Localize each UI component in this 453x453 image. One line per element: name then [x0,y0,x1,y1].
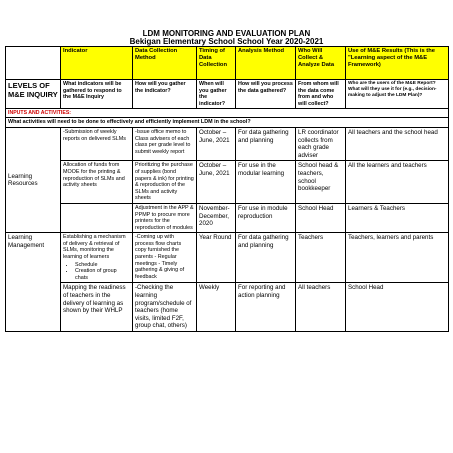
activities-row [6,118,449,128]
header-who-collect: Who Will Collect & Analyze Data [296,47,346,80]
cell-who: School head & teachers, school bookkeeper [296,161,346,204]
levels-of-inquiry: LEVELS OF M&E INQUIRY [6,80,61,109]
inputs-label: INPUTS AND ACTIVITIES: [6,109,449,118]
cell-who: All teachers [296,283,346,332]
question-indicator: What indicators will be gathered to respond to the M&E Inquiry [61,80,133,109]
header-use-results: Use of M&E Results (This is the "Learning aspect of the M&E Framework) [346,47,449,80]
cell-indicator: Allocation of funds from MOOE for the printing & reproduction of SLMs and activity sheets [61,161,133,204]
title-block [5,30,448,46]
cell-analysis: For data gathering and planning [236,127,296,160]
group-learning-resources [6,127,61,232]
header-timing: Timing of Data Collection [197,47,236,80]
cell-analysis: For use in module reproduction [236,203,296,232]
table-row [6,203,449,232]
cell-method: -Coming up with process flow charts copy furnished the parents - Regular meetings - Timely gathering & giving of feedback [133,233,197,283]
cell-indicator: Mapping the readiness of teachers in the delivery of learning as shown by their WHLP [61,283,133,332]
cell-who: School Head [296,203,346,232]
question-analysis: How will you process the data gathered? [236,80,296,109]
cell-use: All the learners and teachers [346,161,449,204]
cell-timing: November-December, 2020 [197,203,236,232]
question-who: From whom will the data come from and who will collect? [296,80,346,109]
cell-timing: October – June, 2021 [197,127,236,160]
table-row [6,233,449,283]
cell-timing: October – June, 2021 [197,161,236,204]
cell-method: Prioritizing the purchase of supplies (bond papers & ink) for printing & reproduction of the SLMs and activity sheets [133,161,197,204]
cell-method: -Issue office memo to Class advisers of each class per grade level to submit weekly report [133,127,197,160]
me-plan-table [5,46,449,332]
cell-timing: Weekly [197,283,236,332]
group-learning-management [6,233,61,332]
cell-use: School Head [346,283,449,332]
question-method: How will you gather the indicator? [133,80,197,109]
cell-analysis: For data gathering and planning [236,233,296,283]
header-empty-cell [6,47,61,80]
question-row [6,80,449,109]
table-row [6,283,449,332]
indicator-bullets [75,262,130,282]
inputs-row [6,109,449,118]
activities-question: What activities will need to be done to effectively and efficiently implement LDM in the school? [6,118,449,128]
cell-use: All teachers and the school head [346,127,449,160]
table-row [6,127,449,160]
group-label: Learning Resources [8,172,38,188]
cell-indicator: -Submission of weekly reports on delivered SLMs [61,127,133,160]
question-timing: When will you gather the indicator? [197,80,236,109]
indicator-text: Establishing a mechanism of delivery & retrieval of SLMs, monitoring the learning of learners [63,234,126,261]
group-label: Learning Management [8,234,45,249]
cell-who: Teachers [296,233,346,283]
cell-indicator [61,203,133,232]
bullet-item: • Schedule [75,262,130,269]
cell-who: LR coordinator collects from each grade adviser [296,127,346,160]
document-subtitle: Bekigan Elementary School School Year 2020-2021 [129,37,324,46]
cell-method: Adjustment in the APP & PPMP to procure more printers for the reproduction of modules [133,203,197,232]
document-title: LDM MONITORING AND EVALUATION PLAN [142,29,311,38]
cell-indicator [61,233,133,283]
bullet-item: • Creation of group chats [75,268,130,281]
cell-method: -Checking the learning program/schedule of teachers (home visits, limited F2F, group chat, others) [133,283,197,332]
document [5,30,448,332]
header-row [6,47,449,80]
cell-timing: Year Round [197,233,236,283]
cell-use: Teachers, learners and parents [346,233,449,283]
header-analysis-method: Analysis Method [236,47,296,80]
question-use: Who are the users of the M&E Report? What will they use it for (e.g., decision-making to adjust the LDM Plan)? [346,80,449,109]
header-data-collection-method: Data Collection Method [133,47,197,80]
cell-analysis: For use in the modular learning [236,161,296,204]
table-row [6,161,449,204]
cell-use: Learners & Teachers [346,203,449,232]
cell-analysis: For reporting and action planning [236,283,296,332]
header-indicator: Indicator [61,47,133,80]
